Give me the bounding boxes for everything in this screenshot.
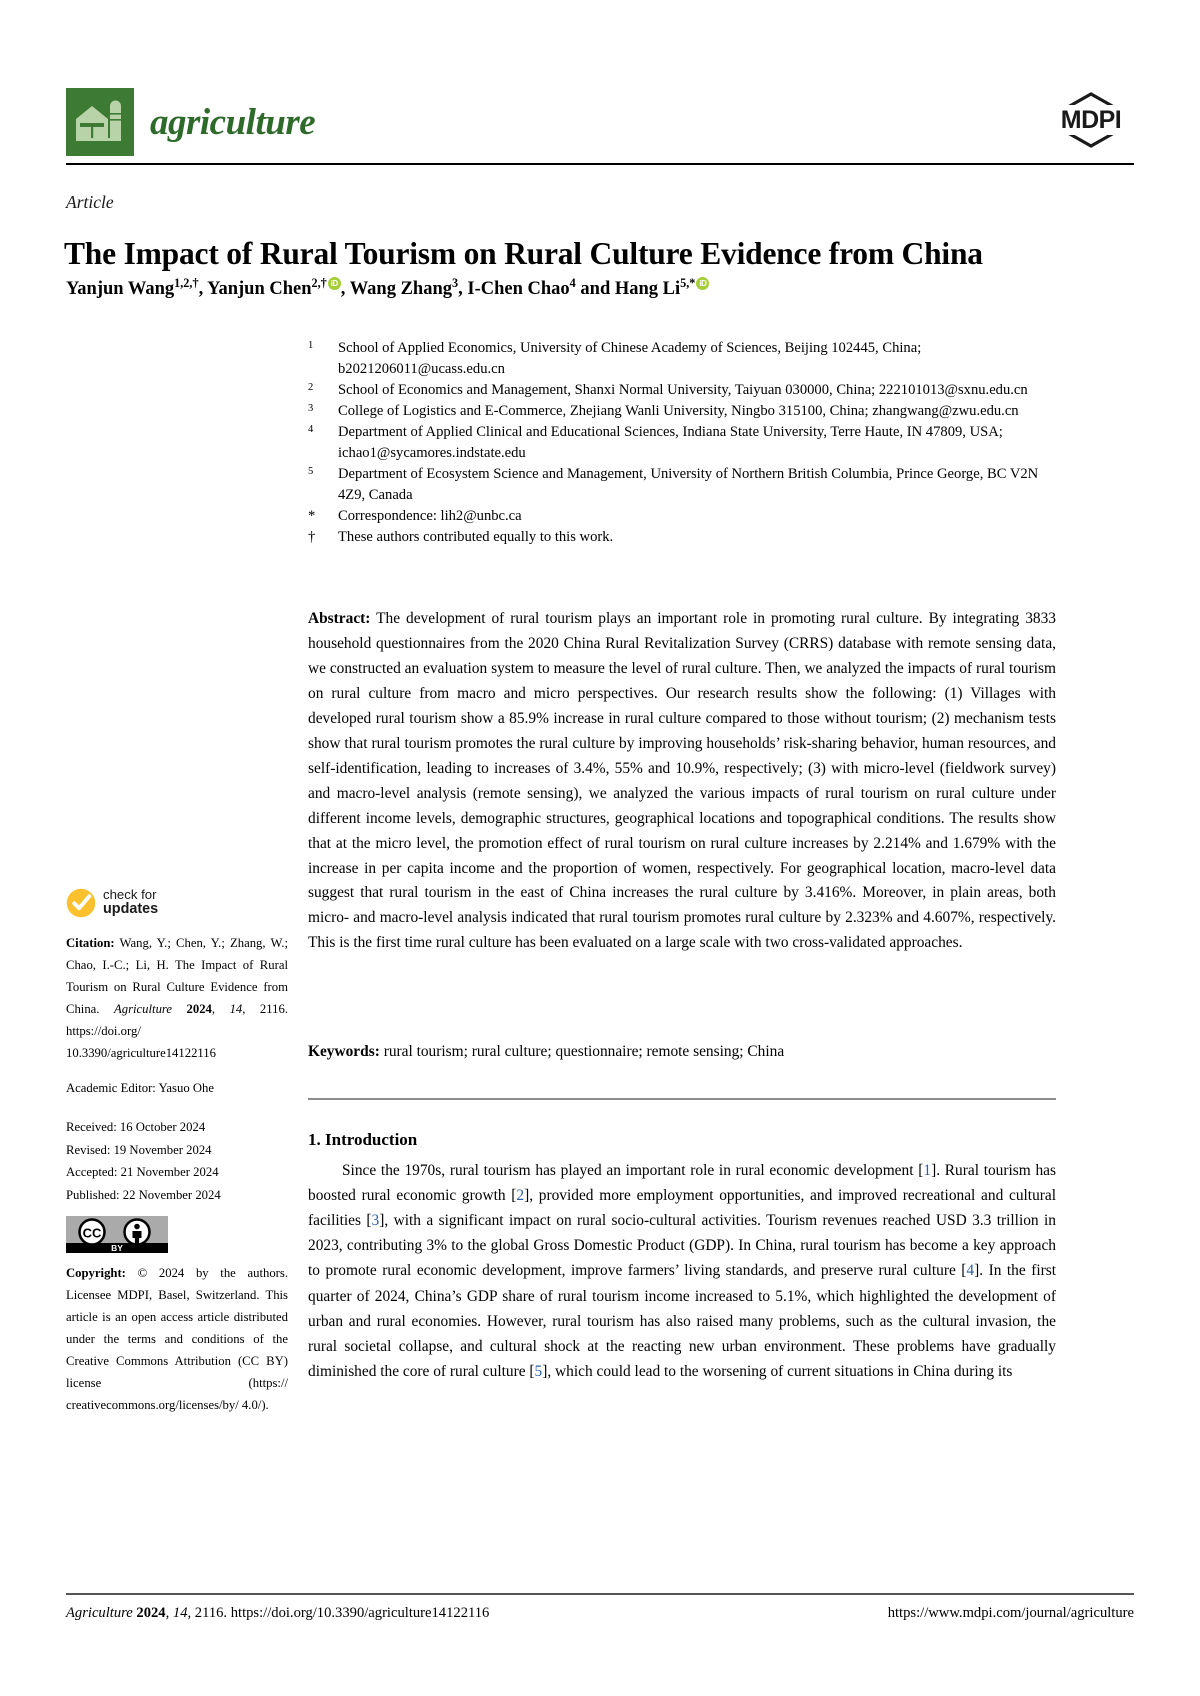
correspondence-text: Correspondence: lih2@unbc.ca bbox=[338, 508, 522, 525]
check-for-updates-badge[interactable] bbox=[66, 888, 158, 918]
footer-volume: 14 bbox=[172, 1605, 188, 1621]
author-sup: 1,2,† bbox=[174, 276, 199, 290]
equal-contribution-marker: † bbox=[308, 529, 316, 546]
page-title: The Impact of Rural Tourism on Rural Culture Evidence from China bbox=[64, 236, 983, 272]
citation-block: Citation: Wang, Y.; Chen, Y.; Zhang, W.; Chao, I.-C.; Li, H. The Impact of Rural Tourism on Rural Culture Evidence from China. Agriculture 2024, 14, 2116. https://doi.org/ 10.3390/agriculture14122116 bbox=[66, 936, 288, 1060]
affiliation-marker: 5 bbox=[308, 466, 314, 478]
check-updates-line1: check for bbox=[103, 887, 157, 903]
introduction-paragraph bbox=[308, 1158, 1056, 1384]
affiliation-marker: 1 bbox=[308, 340, 314, 351]
footer-citation: Agriculture 2024, 14, 2116. https://doi.org/10.3390/agriculture14122116 bbox=[66, 1605, 490, 1621]
footer-journal-url[interactable]: https://www.mdpi.com/journal/agriculture bbox=[887, 1605, 1134, 1621]
equal-contribution-text: These authors contributed equally to this work. bbox=[338, 529, 614, 546]
author-name: Yanjun Chen bbox=[207, 279, 312, 300]
author-4[interactable] bbox=[614, 276, 710, 300]
affiliations-block bbox=[308, 338, 1056, 549]
affiliation-text: School of Economics and Management, Shanxi Normal University, Taiyuan 030000, China; 222101013@sxnu.edu.cn bbox=[338, 381, 1028, 398]
footer-journal: Agriculture bbox=[66, 1605, 133, 1621]
date-received: Received: 16 October 2024 bbox=[66, 1120, 206, 1134]
svg-text:CC: CC bbox=[82, 1225, 102, 1241]
affiliation-marker: 4 bbox=[308, 424, 314, 436]
publication-dates bbox=[66, 1116, 288, 1206]
author-name: I-Chen Chao bbox=[467, 279, 570, 300]
citation-ref-2[interactable]: 2 bbox=[516, 1187, 525, 1205]
mdpi-logo[interactable] bbox=[1048, 90, 1134, 156]
citation-label: Citation: bbox=[66, 936, 115, 950]
citation-ref-3[interactable]: 3 bbox=[371, 1212, 380, 1230]
citation-journal: Agriculture bbox=[113, 1001, 173, 1016]
section-heading-introduction: 1. Introduction bbox=[308, 1130, 418, 1149]
affiliation-text: Department of Ecosystem Science and Management, University of Northern British Columbia, Prince George, BC V2N 4Z9, Canada bbox=[338, 466, 1039, 504]
citation-doi[interactable]: https://doi.org/ 10.3390/agriculture14122116 bbox=[66, 1023, 216, 1060]
date-accepted: Accepted: 21 November 2024 bbox=[66, 1165, 219, 1180]
citation-ref-4[interactable]: 4 bbox=[966, 1262, 975, 1280]
author-1[interactable] bbox=[207, 276, 341, 300]
citation-pages: 2116. bbox=[259, 1001, 288, 1016]
affiliation-row bbox=[308, 401, 1056, 422]
affiliation-row bbox=[308, 422, 1056, 463]
article-type-label: Article bbox=[66, 192, 114, 212]
author-name: Yanjun Wang bbox=[66, 279, 175, 300]
author-name: Wang Zhang bbox=[349, 279, 453, 300]
check-updates-line2: updates bbox=[103, 901, 159, 918]
author-0[interactable] bbox=[66, 276, 199, 300]
correspondence-row bbox=[308, 506, 1056, 527]
footer-divider bbox=[66, 1593, 1134, 1595]
cc-by-license-badge[interactable] bbox=[66, 1216, 168, 1253]
intro-part: Since the 1970s, rural tourism has played an important role in rural economic development [ bbox=[342, 1162, 924, 1179]
check-circle-icon bbox=[66, 888, 96, 918]
copyright-block bbox=[66, 1263, 288, 1417]
keywords-section bbox=[308, 1040, 1056, 1065]
date-published: Published: 22 November 2024 bbox=[66, 1187, 221, 1202]
intro-part: ]. Rural tourism has boosted rural economic growth [ bbox=[308, 1162, 1056, 1205]
author-list: Yanjun Wang$^{1,2,\dagger}$, Yanjun Chen$^{2,\dagger}$ iD , Wang Zhang$^3$, I-Chen Chao$^4$ and Hang $Li^{5,*}iD$ bbox=[66, 276, 1066, 301]
abstract-label: Abstract: bbox=[308, 610, 371, 627]
svg-text:BY: BY bbox=[111, 1243, 123, 1253]
citation-year: 2024 bbox=[186, 1001, 212, 1016]
equal-contribution-row bbox=[308, 527, 1056, 548]
citation-volume: 14 bbox=[229, 1001, 243, 1016]
barn-icon bbox=[66, 88, 134, 156]
affiliation-marker: 2 bbox=[308, 381, 314, 393]
svg-text:MDPI: MDPI bbox=[1060, 106, 1122, 134]
intro-part: ]. In the first quarter of 2024, China’s GDP share of rural tourism income increased to 5.1%, which highlighted the development of urban and rural economies. However, rural tourism has also raised many problems, such as the cultural invasion, the rural societal collapse, and cultural shock at the reacting new urban environment. These problems have gradually diminished the core of rural culture [ bbox=[308, 1262, 1056, 1380]
academic-editor: Academic Editor: Yasuo Ohe bbox=[66, 1081, 214, 1095]
affiliation-text: Department of Applied Clinical and Educational Sciences, Indiana State University, Terre Haute, IN 47809, USA; ichao1@sycamores.indstate.edu bbox=[338, 424, 1003, 462]
affiliation-text: College of Logistics and E-Commerce, Zhejiang Wanli University, Ningbo 315100, China; zhangwang@zwu.edu.cn bbox=[338, 403, 1019, 420]
author-sup: 5,* bbox=[680, 276, 696, 290]
affiliation-row bbox=[308, 338, 1056, 379]
abstract-text: The development of rural tourism plays an important role in promoting rural culture. By integrating 3833 household questionnaires from the 2020 China Rural Revitalization Survey (CRRS) database with remote sensing data, we constructed an evaluation system to measure the level of rural culture. Then, we analyzed the impacts of rural tourism on rural culture from macro and micro perspectives. Our research results show the following: (1) Villages with developed rural tourism show a 85.9% increase in rural culture compared to those without tourism; (2) mechanism tests show that rural tourism promotes the rural culture by improving households’ risk-sharing behavior, human resources, and self-identification, leading to increases of 3.4%, 55% and 10.9%, respectively; (3) with micro-level (fieldwork survey) and macro-level analysis (remote sensing), we analyzed the various impacts of rural tourism on rural culture under different income levels, demographic structures, geographical locations and topographical conditions. The results show that at the micro level, the promotion effect of rural tourism on rural culture increases by 2.214% and 1.679% with the increase in per capita income and the proportion of women, respectively. For geographical location, macro-level data suggest that rural tourism in the east of China increases the rural culture by 3.416%. Moreover, in plain areas, both micro- and macro-level analysis indicated that rural tourism promotes rural culture by 2.323% and 4.607%, respectively. This is the first time rural culture has been evaluated on a large scale with two cross-validated approaches. bbox=[308, 610, 1056, 952]
masthead bbox=[66, 88, 1134, 166]
author-sup: 2,† bbox=[311, 276, 327, 290]
keywords-text: rural tourism; rural culture; questionnaire; remote sensing; China bbox=[383, 1043, 785, 1060]
citation-authors-title: Wang, Y.; Chen, Y.; Zhang, W.; Chao, I.-C.; Li, H. The Impact of Rural Tourism on Rural Culture Evidence from China. bbox=[66, 936, 288, 1016]
check-updates-text bbox=[103, 888, 158, 918]
journal-name: agriculture bbox=[150, 101, 316, 143]
orcid-icon[interactable] bbox=[328, 277, 341, 290]
citation-ref-1[interactable]: 1 bbox=[923, 1162, 932, 1179]
abstract-section bbox=[308, 607, 1056, 956]
copyright-text: © 2024 by the authors. Licensee MDPI, Basel, Switzerland. This article is an open access article distributed under the terms and conditions of the Creative Commons Attribution (CC BY) license (https:// creativecommons.org/licenses/by/ 4.0/). bbox=[66, 1266, 288, 1412]
keywords-label: Keywords: bbox=[308, 1043, 380, 1060]
affiliation-marker: 3 bbox=[308, 403, 314, 415]
copyright-label: Copyright: bbox=[66, 1266, 126, 1280]
intro-part: ], which could lead to the worsening of current situations in China during its bbox=[542, 1362, 1013, 1380]
author-name: Hang Li bbox=[614, 279, 681, 300]
intro-part: ], with a significant impact on rural socio-cultural activities. Tourism revenues reached USD 3.3 trillion in 2023, contributing 3% to the global Gross Domestic Product (GDP). In China, rural tourism has become a key approach to promote rural economic development, improve farmers’ living standards, and preserve rural culture [ bbox=[308, 1212, 1056, 1280]
author-3[interactable] bbox=[467, 276, 576, 300]
footer-rest: , 2116. https://doi.org/10.3390/agriculture14122116 bbox=[187, 1605, 490, 1621]
intro-part: ], provided more employment opportunities, and improved recreational and cultural facilities [ bbox=[308, 1187, 1057, 1230]
author-sup: 4 bbox=[569, 276, 576, 290]
journal-logo[interactable] bbox=[66, 88, 315, 156]
footer-year: 2024 bbox=[136, 1605, 166, 1621]
masthead-divider bbox=[66, 163, 1134, 165]
affiliation-row bbox=[308, 464, 1056, 505]
date-revised: Revised: 19 November 2024 bbox=[66, 1142, 212, 1157]
affiliation-text: School of Applied Economics, University of Chinese Academy of Sciences, Beijing 102445, China; b2021206011@ucass.edu.cn bbox=[338, 340, 922, 377]
citation-ref-5[interactable]: 5 bbox=[534, 1362, 543, 1380]
orcid-icon[interactable] bbox=[696, 277, 709, 290]
affiliation-row bbox=[308, 380, 1056, 401]
author-sup: 3 bbox=[452, 276, 459, 290]
author-2[interactable] bbox=[349, 276, 459, 300]
correspondence-marker: * bbox=[308, 508, 316, 525]
keywords-divider bbox=[308, 1098, 1056, 1100]
